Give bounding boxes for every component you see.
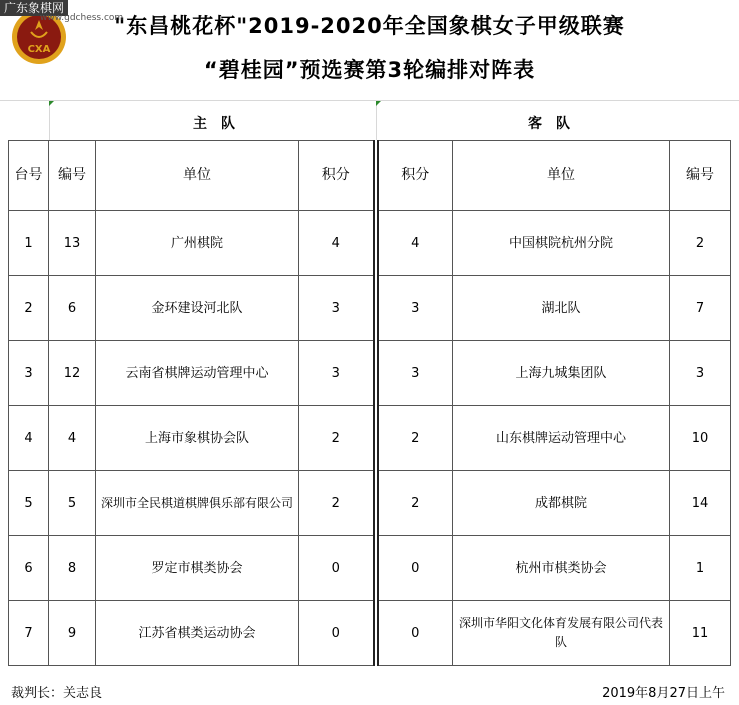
away-unit: 杭州市棋类协会 bbox=[453, 536, 670, 601]
home-score: 0 bbox=[299, 536, 374, 601]
watermark-site: 广东象棋网 bbox=[0, 0, 68, 16]
away-score: 0 bbox=[378, 536, 453, 601]
table-row bbox=[9, 341, 731, 406]
away-number: 10 bbox=[670, 406, 731, 471]
away-unit: 深圳市华阳文化体育发展有限公司代表队 bbox=[453, 601, 670, 666]
table-row bbox=[9, 601, 731, 666]
col-table-no: 台号 bbox=[9, 141, 49, 211]
home-unit: 上海市象棋协会队 bbox=[96, 406, 299, 471]
away-score: 2 bbox=[378, 406, 453, 471]
home-team-header: 主队 bbox=[193, 116, 249, 132]
col-away-score: 积分 bbox=[378, 141, 453, 211]
title-line1: "东昌桃花杯"2019-2020年全国象棋女子甲级联赛 bbox=[114, 14, 625, 38]
home-score: 3 bbox=[299, 276, 374, 341]
home-number: 12 bbox=[49, 341, 96, 406]
home-number: 13 bbox=[49, 211, 96, 276]
away-number: 11 bbox=[670, 601, 731, 666]
watermark-url: www.gdchess.com bbox=[40, 13, 124, 23]
table-row bbox=[9, 536, 731, 601]
home-number: 9 bbox=[49, 601, 96, 666]
gridline bbox=[49, 100, 50, 140]
cell-marker bbox=[49, 101, 54, 106]
away-score: 0 bbox=[378, 601, 453, 666]
away-number: 3 bbox=[670, 341, 731, 406]
away-number: 14 bbox=[670, 471, 731, 536]
away-score: 3 bbox=[378, 276, 453, 341]
col-home-unit: 单位 bbox=[96, 141, 299, 211]
table-row bbox=[9, 471, 731, 536]
table-number: 1 bbox=[9, 211, 49, 276]
away-unit: 成都棋院 bbox=[453, 471, 670, 536]
home-score: 4 bbox=[299, 211, 374, 276]
home-unit: 江苏省棋类运动协会 bbox=[96, 601, 299, 666]
away-unit: 湖北队 bbox=[453, 276, 670, 341]
home-number: 6 bbox=[49, 276, 96, 341]
table-row bbox=[9, 211, 731, 276]
away-score: 2 bbox=[378, 471, 453, 536]
header-row bbox=[9, 141, 731, 211]
col-home-no: 编号 bbox=[49, 141, 96, 211]
home-score: 2 bbox=[299, 471, 374, 536]
home-score: 0 bbox=[299, 601, 374, 666]
referee-note: 裁判长：关志良 bbox=[11, 686, 103, 701]
table-number: 7 bbox=[9, 601, 49, 666]
away-score: 4 bbox=[378, 211, 453, 276]
home-score: 3 bbox=[299, 341, 374, 406]
table-number: 4 bbox=[9, 406, 49, 471]
away-unit: 中国棋院杭州分院 bbox=[453, 211, 670, 276]
title-line2: “碧桂园”预选赛第3轮编排对阵表 bbox=[203, 58, 536, 82]
home-number: 5 bbox=[49, 471, 96, 536]
home-unit: 广州棋院 bbox=[96, 211, 299, 276]
cell-marker bbox=[376, 101, 381, 106]
gridline bbox=[0, 100, 739, 101]
table-row bbox=[9, 406, 731, 471]
table-number: 6 bbox=[9, 536, 49, 601]
home-unit: 云南省棋牌运动管理中心 bbox=[96, 341, 299, 406]
col-away-unit: 单位 bbox=[453, 141, 670, 211]
away-team-header: 客队 bbox=[528, 116, 584, 132]
table-row bbox=[9, 276, 731, 341]
date-note: 2019年8月27日上午 bbox=[602, 686, 725, 701]
home-unit: 金环建设河北队 bbox=[96, 276, 299, 341]
away-number: 2 bbox=[670, 211, 731, 276]
away-score: 3 bbox=[378, 341, 453, 406]
col-away-no: 编号 bbox=[670, 141, 731, 211]
away-number: 7 bbox=[670, 276, 731, 341]
logo-text: CXA bbox=[27, 44, 51, 55]
home-number: 8 bbox=[49, 536, 96, 601]
table-number: 2 bbox=[9, 276, 49, 341]
table-number: 3 bbox=[9, 341, 49, 406]
home-unit: 罗定市棋类协会 bbox=[96, 536, 299, 601]
home-number: 4 bbox=[49, 406, 96, 471]
away-unit: 山东棋牌运动管理中心 bbox=[453, 406, 670, 471]
home-unit: 深圳市全民棋道棋牌俱乐部有限公司 bbox=[96, 471, 299, 536]
gridline bbox=[376, 100, 377, 140]
home-score: 2 bbox=[299, 406, 374, 471]
table-number: 5 bbox=[9, 471, 49, 536]
pairing-table bbox=[8, 140, 731, 666]
col-home-score: 积分 bbox=[299, 141, 374, 211]
away-unit: 上海九城集团队 bbox=[453, 341, 670, 406]
away-number: 1 bbox=[670, 536, 731, 601]
